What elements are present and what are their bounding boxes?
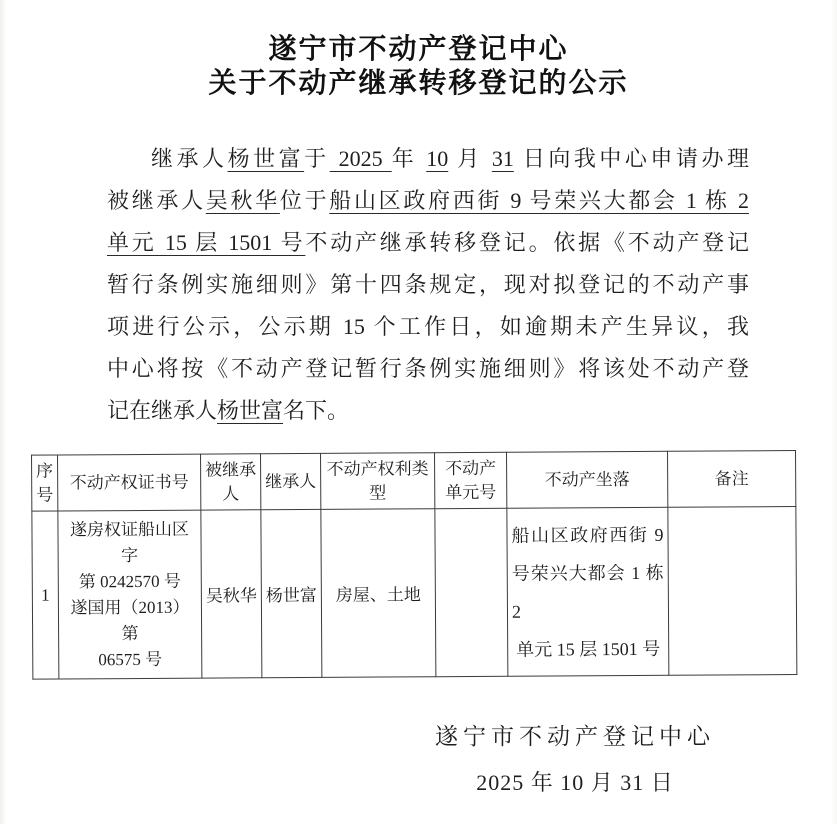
paragraph-text: 名下。 xyxy=(283,398,350,423)
paragraph-text: 不动产继承转移登记。依据《不动产登记 xyxy=(305,230,749,255)
paragraph-text: 记在继承人 xyxy=(107,398,218,423)
paragraph-text: 暂行条例实施细则》第十四条规定，现对拟登记的不动产事 xyxy=(107,272,749,297)
paragraph-line xyxy=(107,306,749,348)
paragraph-line xyxy=(107,348,749,390)
table-header-row xyxy=(32,450,796,511)
underlined-text: 杨世富 xyxy=(217,398,284,423)
cell-unit-number xyxy=(435,508,508,676)
underlined-text: 船山区政府西街 9 号荣兴大都会 1 栋 2 xyxy=(329,188,749,213)
header-heir: 继承人 xyxy=(261,453,321,509)
location-line: 号荣兴大都会 1 栋 2 xyxy=(511,562,664,622)
paragraph-text: 于 xyxy=(304,146,330,171)
table-row xyxy=(32,506,797,679)
cell-decedent: 吴秋华 xyxy=(201,510,262,678)
cell-right-type: 房屋、土地 xyxy=(321,509,436,678)
underlined-text: 单元 15 层 1501 号 xyxy=(107,230,306,255)
cell-heir: 杨世富 xyxy=(261,509,322,677)
property-table-wrapper xyxy=(31,450,796,680)
underlined-text: 31 xyxy=(491,146,514,171)
paragraph-line xyxy=(107,390,749,432)
cell-certificate-number xyxy=(58,510,202,679)
paragraph-line xyxy=(107,222,749,264)
paragraph-text: 继承人 xyxy=(151,146,228,171)
cell-index: 1 xyxy=(32,511,59,679)
header-decedent: 被继承人 xyxy=(201,454,261,510)
paragraph-line xyxy=(107,264,749,306)
header-index: 序号 xyxy=(32,455,58,511)
underlined-text: 吴秋华 xyxy=(205,188,280,213)
paragraph-text: 位于 xyxy=(279,188,330,213)
certificate-line: 06575 号 xyxy=(98,649,163,669)
header-remark: 备注 xyxy=(668,450,796,507)
paragraph-text: 年 xyxy=(391,146,427,171)
location-line: 单元 15 层 1501 号 xyxy=(516,638,661,660)
property-table xyxy=(31,450,797,680)
issue-date: 2025 年 10 月 31 日 xyxy=(476,770,674,795)
certificate-line: 遂房权证船山区字 xyxy=(69,519,190,565)
title-line-1: 遂宁市不动产登记中心 xyxy=(268,32,569,65)
header-location: 不动产坐落 xyxy=(507,451,668,508)
header-unit-number: 不动产单元号 xyxy=(435,452,507,508)
paragraph-text: 月 xyxy=(448,146,492,171)
paragraph-text: 项进行公示，公示期 15 个工作日，如逾期未产生异议，我 xyxy=(107,314,749,339)
signature-block xyxy=(400,722,750,798)
location-line: 船山区政府西街 9 xyxy=(511,524,664,546)
underlined-text: 杨世富 xyxy=(227,146,305,171)
paragraph-text: 被继承人 xyxy=(107,188,206,213)
document-title xyxy=(0,32,837,100)
header-right-type: 不动产权利类型 xyxy=(321,453,435,510)
paragraph-line xyxy=(107,180,749,222)
certificate-line: 第 0242570 号 xyxy=(78,571,181,591)
underlined-text: 2025 xyxy=(329,146,392,171)
paragraph-text: 日向我中心申请办理 xyxy=(513,146,749,171)
notice-paragraph xyxy=(107,138,749,432)
header-certificate-number: 不动产权证书号 xyxy=(58,454,201,511)
certificate-line: 遂国用（2013）第 xyxy=(70,597,190,643)
cell-remark xyxy=(668,506,797,675)
underlined-text: 10 xyxy=(426,146,449,171)
title-line-2: 关于不动产继承转移登记的公示 xyxy=(208,66,629,99)
issuer-name: 遂宁市不动产登记中心 xyxy=(435,724,715,749)
cell-location xyxy=(507,507,669,676)
paragraph-line xyxy=(107,138,749,180)
paragraph-text: 中心将按《不动产登记暂行条例实施细则》将该处不动产登 xyxy=(107,356,749,381)
